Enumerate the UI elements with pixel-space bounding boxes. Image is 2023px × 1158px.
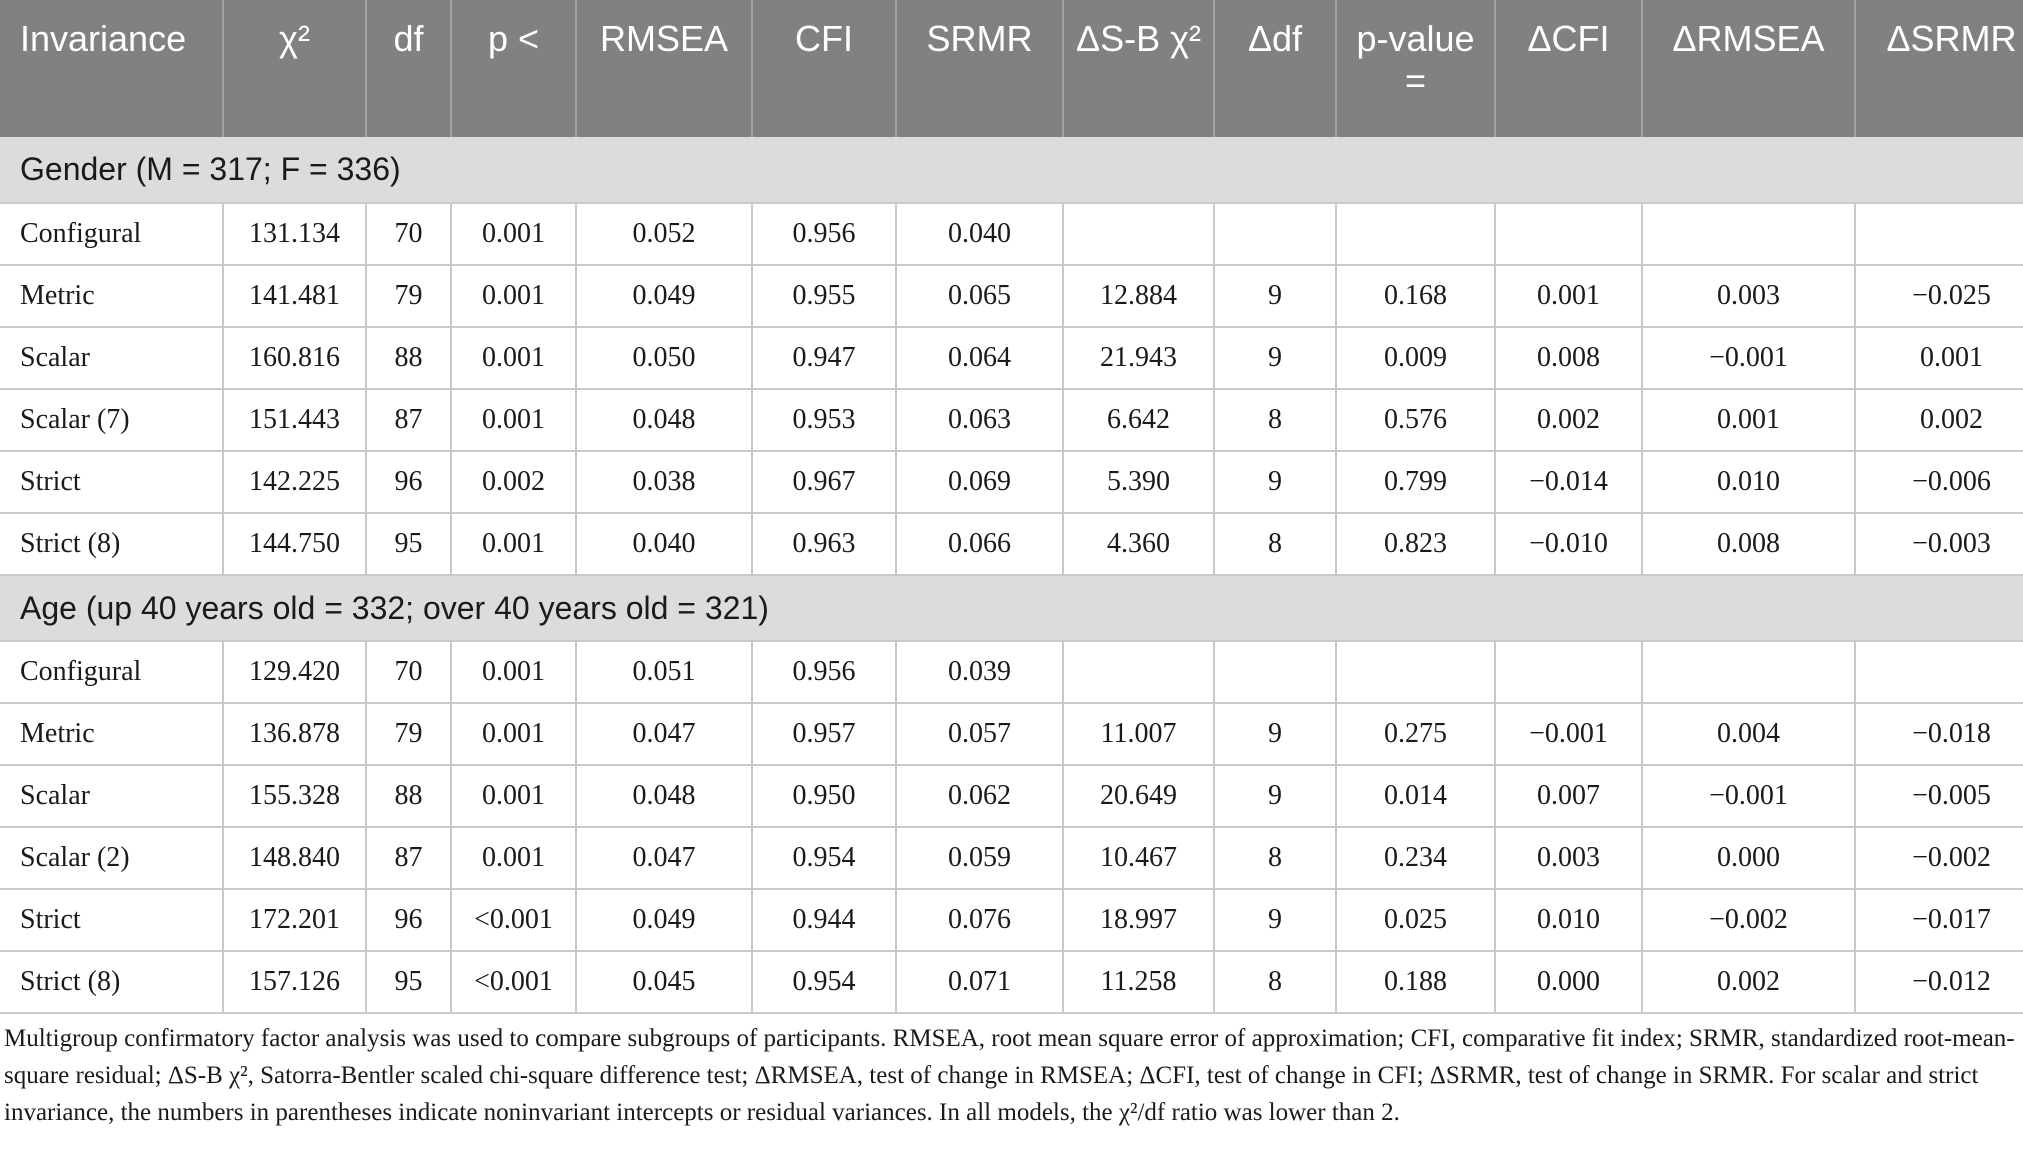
table-cell: 0.002 [1642, 951, 1855, 1013]
table-row [0, 765, 2023, 827]
row-label: Metric [0, 703, 223, 765]
row-label: Scalar (2) [0, 827, 223, 889]
table-cell: 0.009 [1336, 327, 1495, 389]
table-cell: 0.967 [752, 451, 896, 513]
table-cell [1336, 641, 1495, 703]
table-cell: 96 [366, 889, 451, 951]
table-cell: 95 [366, 513, 451, 575]
table-cell [1855, 203, 2023, 265]
table-cell: 0.956 [752, 641, 896, 703]
row-label: Metric [0, 265, 223, 327]
table-cell: 0.048 [576, 765, 752, 827]
table-cell [1063, 641, 1214, 703]
table-cell: 0.040 [576, 513, 752, 575]
table-cell: 0.950 [752, 765, 896, 827]
table-cell: 70 [366, 641, 451, 703]
table-cell: 0.947 [752, 327, 896, 389]
table-cell: 129.420 [223, 641, 366, 703]
col-header-delta-sb-chi-square: ΔS-B χ² [1063, 0, 1214, 137]
table-cell: 0.000 [1495, 951, 1642, 1013]
row-label: Configural [0, 641, 223, 703]
table-cell: 8 [1214, 513, 1336, 575]
table-cell: 10.467 [1063, 827, 1214, 889]
table-row [0, 265, 2023, 327]
table-cell: 0.000 [1642, 827, 1855, 889]
table-cell: −0.002 [1642, 889, 1855, 951]
col-header-cfi: CFI [752, 0, 896, 137]
table-body [0, 137, 2023, 1013]
table-cell: 88 [366, 327, 451, 389]
table-cell: −0.012 [1855, 951, 2023, 1013]
table-row [0, 889, 2023, 951]
row-label: Strict (8) [0, 951, 223, 1013]
table-cell: 0.066 [896, 513, 1063, 575]
table-cell: 0.069 [896, 451, 1063, 513]
table-cell: 0.001 [451, 641, 576, 703]
table-cell: 0.234 [1336, 827, 1495, 889]
table-cell: 0.001 [1642, 389, 1855, 451]
table-cell: 0.008 [1495, 327, 1642, 389]
table-cell: 0.051 [576, 641, 752, 703]
col-header-delta-cfi: ΔCFI [1495, 0, 1642, 137]
table-row [0, 451, 2023, 513]
table-cell: 142.225 [223, 451, 366, 513]
group-header-row [0, 575, 2023, 641]
table-cell: 0.954 [752, 951, 896, 1013]
col-header-df: df [366, 0, 451, 137]
table-cell: 0.071 [896, 951, 1063, 1013]
table-cell: 9 [1214, 265, 1336, 327]
table-cell: 155.328 [223, 765, 366, 827]
table-cell: 9 [1214, 451, 1336, 513]
table-cell: 0.064 [896, 327, 1063, 389]
table-cell: 8 [1214, 827, 1336, 889]
table-cell: −0.006 [1855, 451, 2023, 513]
table-cell [1214, 203, 1336, 265]
table-cell: 0.001 [451, 327, 576, 389]
table-cell: 0.065 [896, 265, 1063, 327]
table-cell: 0.001 [1855, 327, 2023, 389]
table-cell: 9 [1214, 765, 1336, 827]
table-cell: −0.003 [1855, 513, 2023, 575]
table-cell: 96 [366, 451, 451, 513]
table-cell [1495, 203, 1642, 265]
table-row [0, 389, 2023, 451]
table-cell: 0.045 [576, 951, 752, 1013]
col-header-srmr: SRMR [896, 0, 1063, 137]
table-cell: <0.001 [451, 951, 576, 1013]
col-header-invariance: Invariance [0, 0, 223, 137]
table-cell: 9 [1214, 703, 1336, 765]
row-label: Scalar (7) [0, 389, 223, 451]
group-header-row [0, 137, 2023, 203]
row-label: Scalar [0, 765, 223, 827]
table-cell: −0.017 [1855, 889, 2023, 951]
table-cell: 0.004 [1642, 703, 1855, 765]
table-cell: −0.001 [1642, 765, 1855, 827]
table-cell: 160.816 [223, 327, 366, 389]
table-cell: 79 [366, 265, 451, 327]
table-cell [1214, 641, 1336, 703]
group-label: Age (up 40 years old = 332; over 40 years old = 321) [0, 575, 2023, 641]
table-cell: 0.002 [1855, 389, 2023, 451]
table-cell: −0.001 [1642, 327, 1855, 389]
table-cell: 0.963 [752, 513, 896, 575]
table-cell: 0.047 [576, 827, 752, 889]
table-cell: 88 [366, 765, 451, 827]
table-cell [1855, 641, 2023, 703]
table-cell: 0.007 [1495, 765, 1642, 827]
table-cell: 144.750 [223, 513, 366, 575]
table-cell: 157.126 [223, 951, 366, 1013]
table-cell: 0.010 [1642, 451, 1855, 513]
table-cell: 11.258 [1063, 951, 1214, 1013]
row-label: Configural [0, 203, 223, 265]
table-cell: −0.014 [1495, 451, 1642, 513]
row-label: Scalar [0, 327, 223, 389]
table-cell: 0.047 [576, 703, 752, 765]
table-cell: 79 [366, 703, 451, 765]
table-cell: 9 [1214, 889, 1336, 951]
table-cell: 0.001 [451, 765, 576, 827]
table-cell: −0.005 [1855, 765, 2023, 827]
table-cell: −0.010 [1495, 513, 1642, 575]
table-cell: 0.957 [752, 703, 896, 765]
table-cell: 0.001 [451, 203, 576, 265]
table-cell: 6.642 [1063, 389, 1214, 451]
table-row [0, 703, 2023, 765]
table-cell: 18.997 [1063, 889, 1214, 951]
table-cell: 0.049 [576, 265, 752, 327]
table-cell: 151.443 [223, 389, 366, 451]
table-cell: 0.002 [451, 451, 576, 513]
table-cell [1336, 203, 1495, 265]
table-cell: 0.052 [576, 203, 752, 265]
table-cell: 0.275 [1336, 703, 1495, 765]
table-cell: 0.576 [1336, 389, 1495, 451]
table-cell: 0.057 [896, 703, 1063, 765]
table-cell: 8 [1214, 389, 1336, 451]
col-header-rmsea: RMSEA [576, 0, 752, 137]
table-cell: 21.943 [1063, 327, 1214, 389]
table-cell: 148.840 [223, 827, 366, 889]
col-header-delta-srmr: ΔSRMR [1855, 0, 2023, 137]
table-row [0, 203, 2023, 265]
table-cell: 0.954 [752, 827, 896, 889]
table-cell: 0.168 [1336, 265, 1495, 327]
table-cell: 0.008 [1642, 513, 1855, 575]
row-label: Strict [0, 889, 223, 951]
table-cell: 0.001 [451, 827, 576, 889]
table-cell: −0.001 [1495, 703, 1642, 765]
table-cell: 5.390 [1063, 451, 1214, 513]
table-cell: 0.955 [752, 265, 896, 327]
table-cell [1063, 203, 1214, 265]
col-header-chi-square: χ² [223, 0, 366, 137]
table-cell: 0.003 [1495, 827, 1642, 889]
table-row [0, 513, 2023, 575]
table-cell: 0.953 [752, 389, 896, 451]
table-cell: 0.040 [896, 203, 1063, 265]
table-cell: 0.050 [576, 327, 752, 389]
table-cell: 95 [366, 951, 451, 1013]
table-row [0, 951, 2023, 1013]
col-header-delta-df: Δdf [1214, 0, 1336, 137]
group-label: Gender (M = 317; F = 336) [0, 137, 2023, 203]
table-cell: 0.010 [1495, 889, 1642, 951]
row-label: Strict (8) [0, 513, 223, 575]
col-header-p: p < [451, 0, 576, 137]
col-header-delta-rmsea: ΔRMSEA [1642, 0, 1855, 137]
table-row [0, 641, 2023, 703]
table-cell: 141.481 [223, 265, 366, 327]
table-cell: 0.059 [896, 827, 1063, 889]
table-cell: 9 [1214, 327, 1336, 389]
table-cell: 4.360 [1063, 513, 1214, 575]
table-cell [1642, 203, 1855, 265]
table-cell: −0.025 [1855, 265, 2023, 327]
table-cell: 12.884 [1063, 265, 1214, 327]
table-cell: 0.063 [896, 389, 1063, 451]
table-cell: 0.188 [1336, 951, 1495, 1013]
table-cell: 0.001 [451, 389, 576, 451]
table-cell: 0.823 [1336, 513, 1495, 575]
table-cell: 136.878 [223, 703, 366, 765]
table-cell: 0.014 [1336, 765, 1495, 827]
table-cell: 0.062 [896, 765, 1063, 827]
col-header-p-value: p-value = [1336, 0, 1495, 137]
table-cell: 0.001 [451, 513, 576, 575]
table-cell: 0.944 [752, 889, 896, 951]
row-label: Strict [0, 451, 223, 513]
table-cell: 0.799 [1336, 451, 1495, 513]
table-cell: 0.025 [1336, 889, 1495, 951]
table-cell: 0.038 [576, 451, 752, 513]
table-cell: 0.076 [896, 889, 1063, 951]
table-cell: 172.201 [223, 889, 366, 951]
table-cell: 20.649 [1063, 765, 1214, 827]
table-cell: 0.956 [752, 203, 896, 265]
table-cell: −0.018 [1855, 703, 2023, 765]
table-row [0, 327, 2023, 389]
table-cell: 131.134 [223, 203, 366, 265]
table-cell: 0.039 [896, 641, 1063, 703]
header-row [0, 0, 2023, 137]
table-row [0, 827, 2023, 889]
table-cell: 0.048 [576, 389, 752, 451]
table-cell: 70 [366, 203, 451, 265]
table-cell: 87 [366, 389, 451, 451]
table-cell: 0.001 [451, 265, 576, 327]
table-cell: 0.001 [1495, 265, 1642, 327]
table-cell: −0.002 [1855, 827, 2023, 889]
table-cell: 0.049 [576, 889, 752, 951]
table-cell: 8 [1214, 951, 1336, 1013]
table-cell [1495, 641, 1642, 703]
table-cell: <0.001 [451, 889, 576, 951]
table-cell: 0.001 [451, 703, 576, 765]
table-cell: 11.007 [1063, 703, 1214, 765]
table-cell [1642, 641, 1855, 703]
table-cell: 0.003 [1642, 265, 1855, 327]
table-footnote: Multigroup confirmatory factor analysis was used to compare subgroups of participants. RMSEA, root mean square error of approximation; CFI, comparative fit index; SRMR, standardized root-mean-square residual; ΔS-B χ², Satorra-Bentler scaled chi-square difference test; ΔRMSEA, test of change in RMSEA; ΔCFI, test of change in CFI; ΔSRMR, test of change in SRMR. For scalar and strict invariance, the numbers in parentheses indicate noninvariant intercepts or residual variances. In all models, the χ²/df ratio was lower than 2. [4, 1025, 2015, 1126]
table-cell: 0.002 [1495, 389, 1642, 451]
table-cell: 87 [366, 827, 451, 889]
